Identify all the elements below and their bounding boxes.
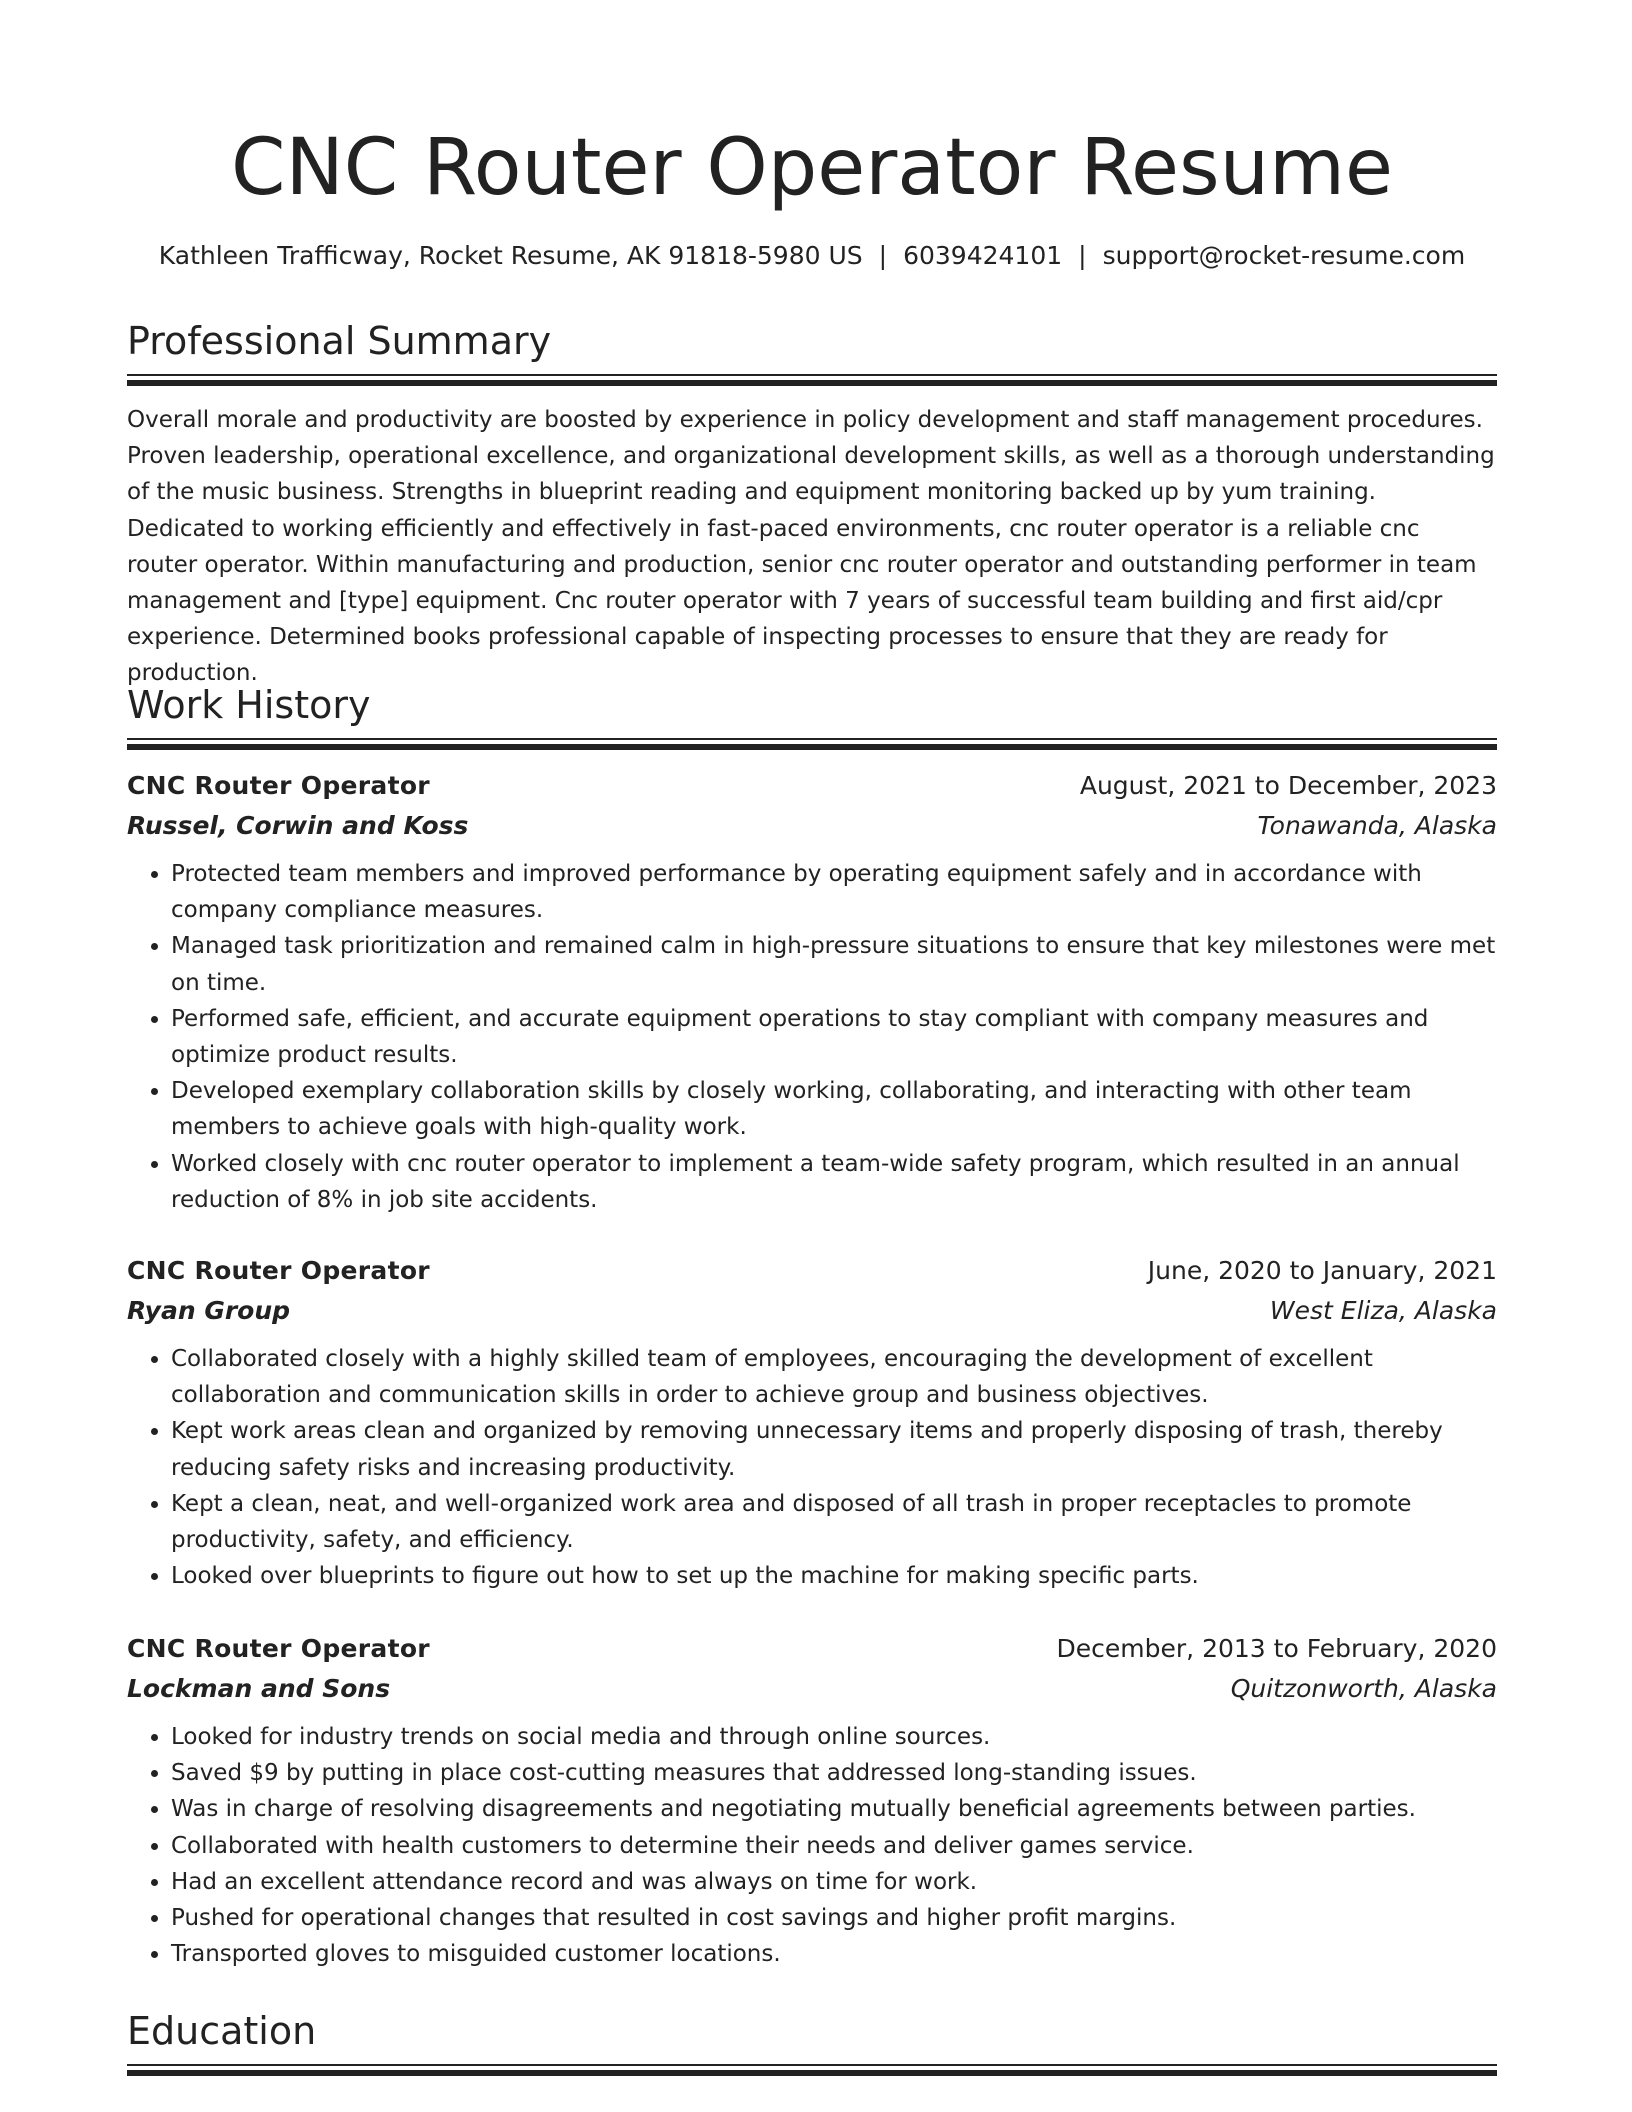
job-company-row [127, 806, 1497, 846]
list-item: • Transported gloves to misguided customer locations. [171, 1936, 1497, 1972]
job-dates: August, 2021 to December, 2023 [1079, 771, 1497, 800]
job-company-row [127, 1669, 1497, 1709]
section-divider [127, 738, 1497, 750]
list-item: • Developed exemplary collaboration skills by closely working, collaborating, and interacting with other team members to achieve goals with high-quality work. [171, 1073, 1497, 1145]
section-divider [127, 2064, 1497, 2076]
job-title: CNC Router Operator [127, 771, 430, 800]
job-company: Ryan Group [127, 1296, 291, 1325]
job-company: Russel, Corwin and Koss [127, 811, 469, 840]
job-header-row [127, 1251, 1497, 1291]
section-divider [127, 374, 1497, 386]
job-location: West Eliza, Alaska [1269, 1296, 1497, 1325]
section-heading-work-history: Work History [127, 683, 371, 727]
job-header-row [127, 1629, 1497, 1669]
job-company-row [127, 1291, 1497, 1331]
job-location: Quitzonworth, Alaska [1230, 1674, 1497, 1703]
list-item: • Performed safe, efficient, and accurate equipment operations to stay compliant with company measures and optimize product results. [171, 1001, 1497, 1073]
list-item: • Looked over blueprints to figure out how to set up the machine for making specific parts. [171, 1558, 1497, 1594]
job-header-row [127, 766, 1497, 806]
list-item: • Was in charge of resolving disagreements and negotiating mutually beneficial agreements between parties. [171, 1791, 1497, 1827]
section-heading-education: Education [127, 2009, 317, 2053]
job-bullet-list [127, 1719, 1497, 1972]
job-entry [127, 766, 1497, 1218]
section-heading-summary: Professional Summary [127, 319, 552, 363]
job-entry [127, 1251, 1497, 1594]
job-entry [127, 1629, 1497, 1972]
job-dates: June, 2020 to January, 2021 [1147, 1256, 1497, 1285]
job-location: Tonawanda, Alaska [1257, 811, 1497, 840]
job-title: CNC Router Operator [127, 1256, 430, 1285]
list-item: • Pushed for operational changes that resulted in cost savings and higher profit margins. [171, 1900, 1497, 1936]
contact-separator: | [878, 241, 888, 270]
job-title: CNC Router Operator [127, 1634, 430, 1663]
list-item: • Saved $9 by putting in place cost-cutting measures that addressed long-standing issues. [171, 1755, 1497, 1791]
list-item: • Managed task prioritization and remained calm in high-pressure situations to ensure that key milestones were met on time. [171, 928, 1497, 1000]
resume-title: CNC Router Operator Resume [230, 123, 1393, 213]
list-item: • Worked closely with cnc router operator to implement a team-wide safety program, which resulted in an annual reduction of 8% in job site accidents. [171, 1146, 1497, 1218]
list-item: • Protected team members and improved performance by operating equipment safely and in accordance with company compliance measures. [171, 856, 1497, 928]
job-bullet-list [127, 1341, 1497, 1594]
list-item: • Kept a clean, neat, and well-organized work area and disposed of all trash in proper receptacles to promote productivity, safety, and efficiency. [171, 1486, 1497, 1558]
contact-line [127, 236, 1497, 276]
list-item: • Collaborated with health customers to determine their needs and deliver games service. [171, 1828, 1497, 1864]
contact-separator: | [1078, 241, 1087, 270]
job-company: Lockman and Sons [127, 1674, 391, 1703]
contact-phone: 6039424101 [903, 241, 1063, 270]
job-bullet-list [127, 856, 1497, 1218]
list-item: • Looked for industry trends on social media and through online sources. [171, 1719, 1497, 1755]
job-dates: December, 2013 to February, 2020 [1056, 1634, 1497, 1663]
list-item: • Kept work areas clean and organized by removing unnecessary items and properly disposing of trash, thereby reducing safety risks and increasing productivity. [171, 1413, 1497, 1485]
list-item: • Collaborated closely with a highly skilled team of employees, encouraging the development of excellent collaboration and communication skills in order to achieve group and business objectives. [171, 1341, 1497, 1413]
contact-address: Kathleen Trafficway, Rocket Resume, AK 91818-5980 US [158, 241, 863, 270]
contact-email: support@rocket-resume.com [1102, 241, 1466, 270]
list-item: • Had an excellent attendance record and was always on time for work. [171, 1864, 1497, 1900]
summary-text: Overall morale and productivity are boosted by experience in policy development and staff management procedures. Proven leadership, operational excellence, and organizational development skills, as well as a thorough understanding of the music business. Strengths in blueprint reading and equipment monitoring backed up by yum training. Dedicated to working efficiently and effectively in fast-paced environments, cnc router operator is a reliable cnc router operator. Within manufacturing and production, senior cnc router operator and outstanding performer in team management and [type] equipment. Cnc router operator with 7 years of successful team building and first aid/cpr experience. Determined books professional capable of inspecting processes to ensure that they are ready for production. [127, 407, 1495, 687]
